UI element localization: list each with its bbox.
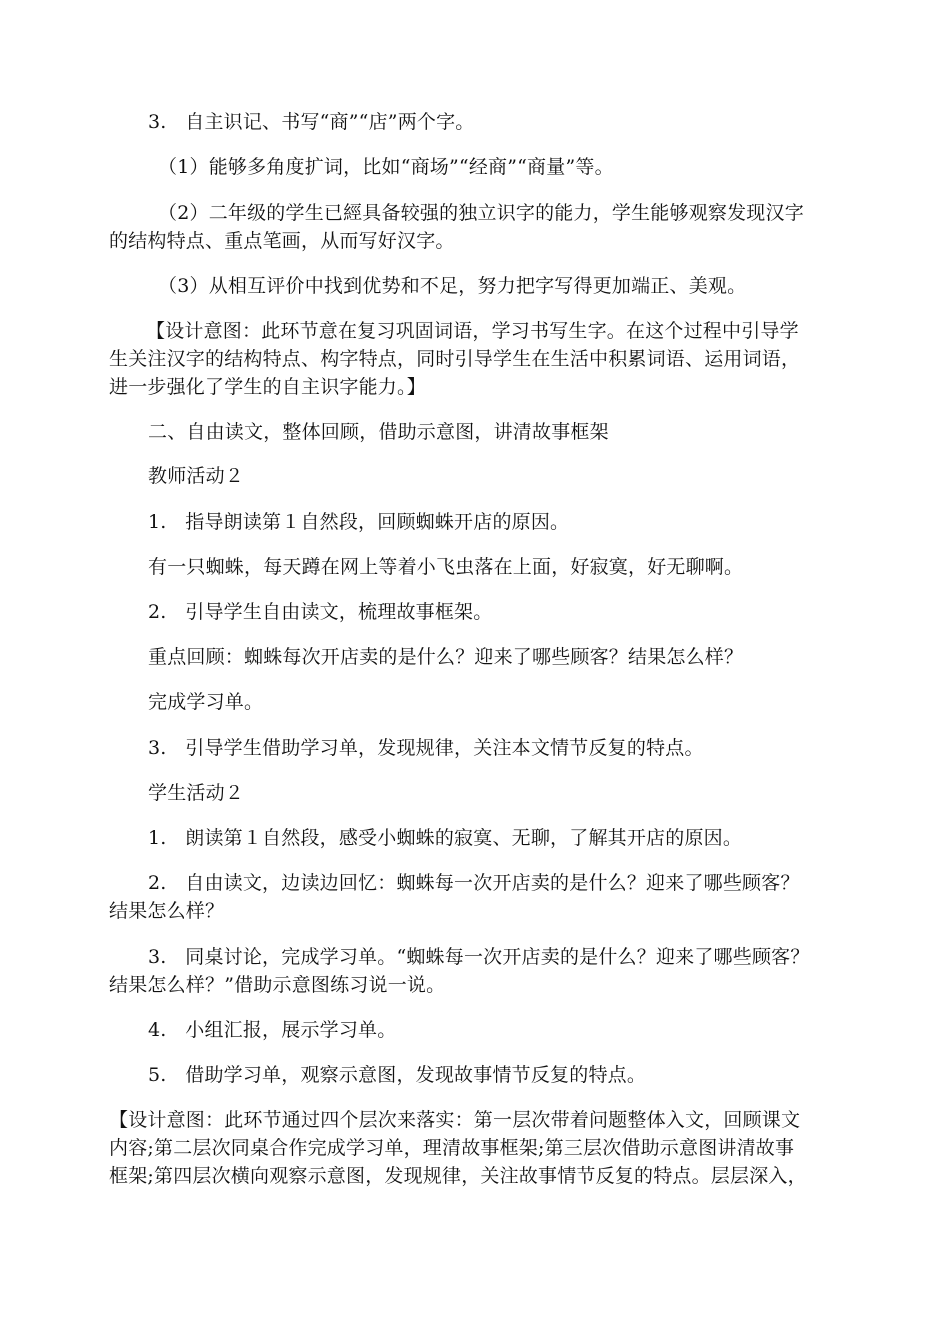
text-line: （1）能够多角度扩词，比如“商场”“经商”“商量”等。 [158,156,614,178]
text-line: 4. 小组汇报，展示学习单。 [148,1019,397,1041]
text-line: 3. 引导学生借助学习单，发现规律，关注本文情节反复的特点。 [148,737,704,759]
text-line: 2. 引导学生自由读文，梳理故事框架。 [148,601,493,623]
text-line: 的结构特点、重点笔画，从而写好汉字。 [109,230,455,252]
text-line: 完成学习单。 [148,691,264,713]
text-line: 有一只蜘蛛，每天蹲在网上等着小飞虫落在上面，好寂寞，好无聊啊。 [148,556,744,578]
activity-heading: 学生活动２ [148,782,245,804]
text-line: 重点回顾：蜘蛛每次开店卖的是什么？迎来了哪些顾客？结果怎么样？ [148,646,744,668]
section-heading: 二、自由读文，整体回顾，借助示意图，讲清故事框架 [148,421,609,443]
design-intent-text: 生关注汉字的结构特点、构字特点，同时引导学生在生活中积累词语、运用词语， [109,348,801,370]
text-line: 2. 自由读文，边读边回忆：蜘蛛每一次开店卖的是什么？迎来了哪些顾客？ [148,872,800,894]
design-intent-text: 内容;第二层次同桌合作完成学习单，理清故事框架;第三层次借助示意图讲清故事 [109,1137,795,1159]
text-line: 5. 借助学习单，观察示意图，发现故事情节反复的特点。 [148,1064,647,1086]
activity-heading: 教师活动２ [148,465,245,487]
text-line: 结果怎么样？ [109,900,225,922]
design-intent-text: 【设计意图：此环节通过四个层次来落实：第一层次带着问题整体入文，回顾课文 [109,1109,801,1131]
design-intent-text: 【设计意图：此环节意在复习巩固词语，学习书写生字。在这个过程中引导学 [146,320,799,342]
design-intent-text: 框架;第四层次横向观察示意图，发现规律，关注故事情节反复的特点。层层深入， [109,1165,807,1187]
text-line: （2）二年级的学生已經具备较强的独立识字的能力，学生能够观察发现汉字 [158,202,804,224]
text-line: （3）从相互评价中找到优势和不足，努力把字写得更加端正、美观。 [158,275,747,297]
text-line: 结果怎么样？”借助示意图练习说一说。 [109,974,446,996]
text-line: 3. 同桌讨论，完成学习单。“蜘蛛每一次开店卖的是什么？迎来了哪些顾客？ [148,946,810,968]
design-intent-text: 进一步强化了学生的自主识字能力。】 [109,376,426,398]
text-line: 1. 指导朗读第１自然段，回顾蜘蛛开店的原因。 [148,511,570,533]
text-line: 3. 自主识记、书写“商”“店”两个字。 [148,111,475,133]
text-line: 1. 朗读第１自然段，感受小蜘蛛的寂寞、无聊，了解其开店的原因。 [148,827,743,849]
